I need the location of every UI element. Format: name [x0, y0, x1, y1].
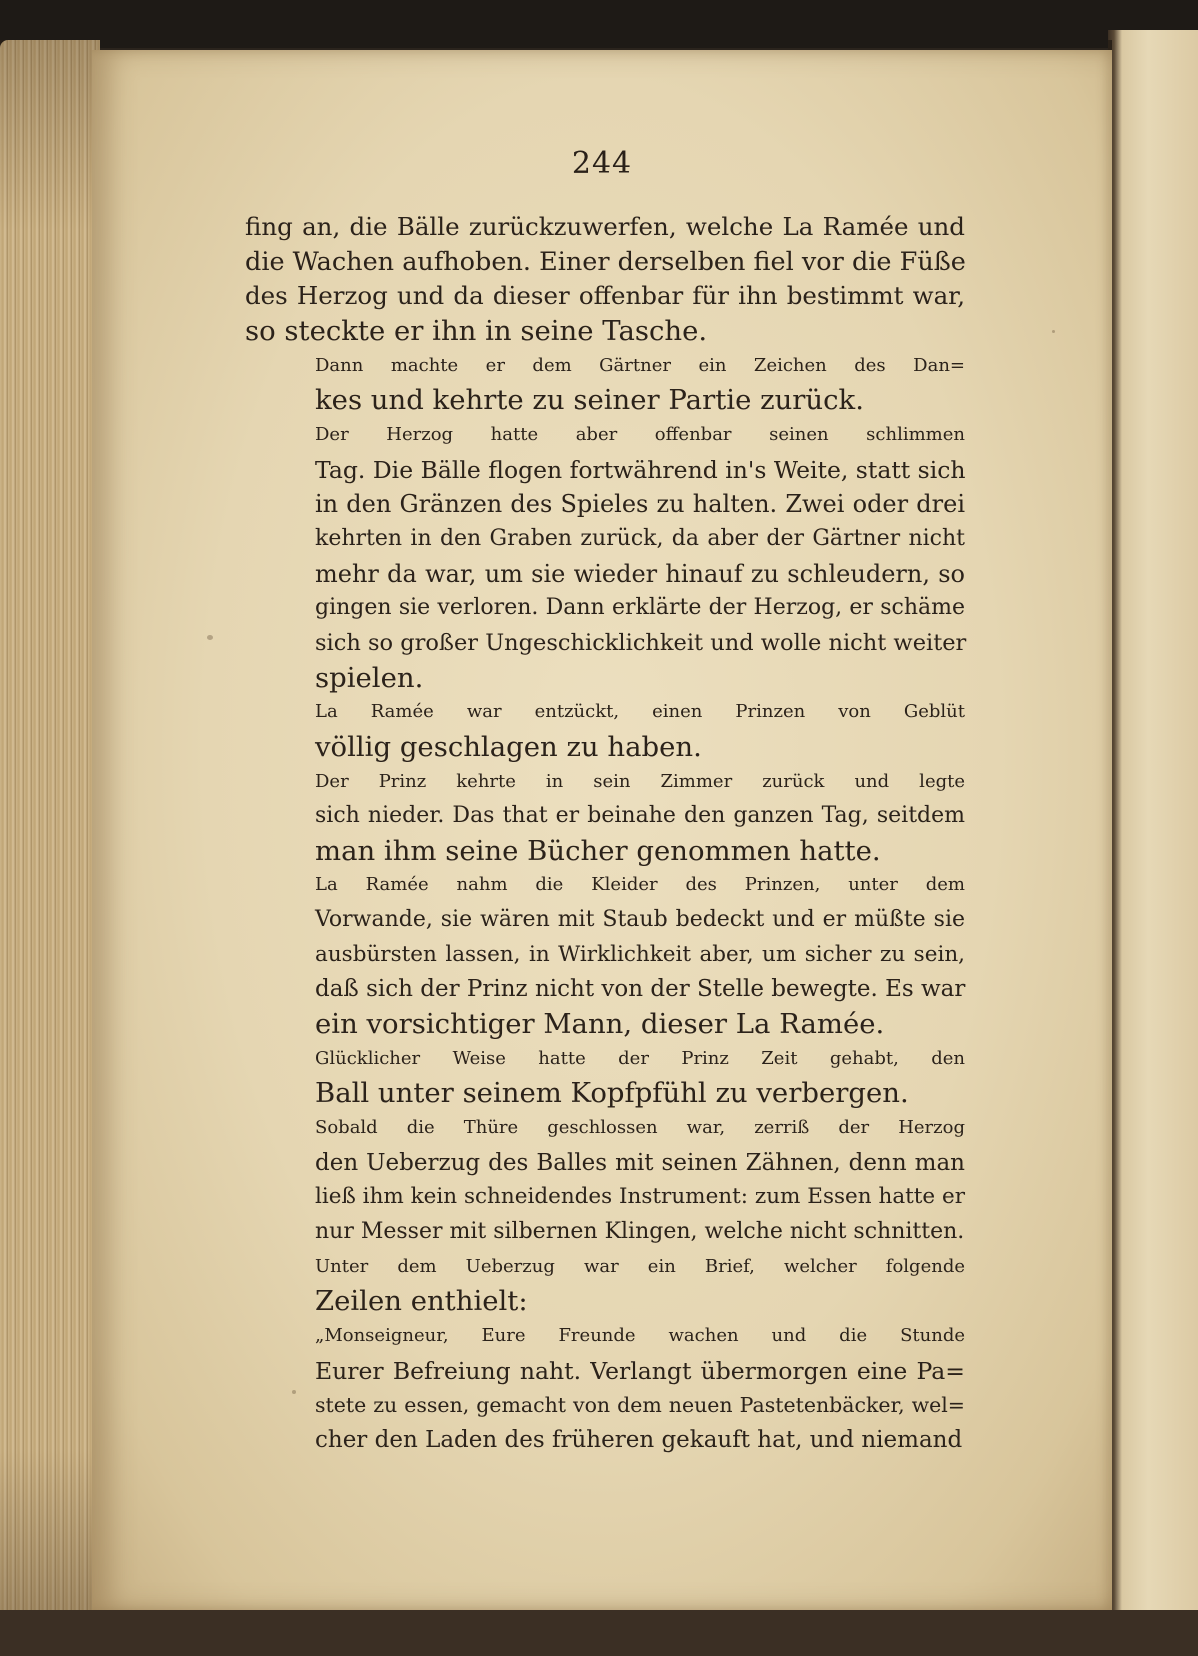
text-line: Unter dem Ueberzug war ein Brief, welcher folgende: [315, 1255, 965, 1277]
page-number: 244: [571, 146, 633, 181]
paper-spot: [1052, 330, 1055, 333]
paragraph: [245, 1111, 965, 1250]
paragraph: [245, 695, 965, 764]
text-line: Der Prinz kehrte in sein Zimmer zurück und legte: [315, 770, 965, 792]
paragraph: [245, 765, 965, 869]
text-line: Ball unter seinem Kopfpfühl zu verbergen.: [315, 1077, 909, 1110]
text-line: Der Herzog hatte aber offenbar seinen schlimmen: [315, 423, 965, 445]
paragraph: [245, 1319, 965, 1458]
text-line: ließ ihm kein schneidendes Instrument: zum Essen hatte er: [315, 1184, 965, 1210]
text-line: des Herzog und da dieser offenbar für ihn bestimmt war,: [245, 281, 965, 311]
text-line: „Monseigneur, Eure Freunde wachen und die Stunde: [315, 1325, 965, 1346]
paragraph: [245, 210, 965, 349]
text-line: Eurer Befreiung naht. Verlangt übermorgen eine Pa=: [315, 1356, 965, 1385]
text-line: ausbürsten lassen, in Wirklichkeit aber, um sicher zu sein,: [315, 941, 965, 967]
text-line: ein vorsichtiger Mann, dieser La Ramée.: [315, 1008, 885, 1041]
text-line: Vorwande, sie wären mit Staub bedeckt und er müßte sie: [315, 907, 965, 933]
text-line: Zeilen enthielt:: [315, 1285, 528, 1318]
text-line: völlig geschlagen zu haben.: [315, 730, 702, 763]
paragraph: [245, 1250, 965, 1319]
background-bottom: [0, 1610, 1198, 1656]
text-line: sich so großer Ungeschicklichkeit und wolle nicht weiter: [315, 629, 967, 656]
text-line: den Ueberzug des Balles mit seinen Zähnen, denn man: [315, 1149, 965, 1176]
paragraph: [245, 1042, 965, 1111]
text-line: die Wachen aufhoben. Einer derselben fiel vor die Füße: [245, 246, 966, 277]
text-line: fing an, die Bälle zurückzuwerfen, welche La Ramée und: [245, 212, 965, 241]
text-line: Dann machte er dem Gärtner ein Zeichen des Dan=: [315, 354, 965, 376]
paragraph: [245, 418, 965, 695]
text-line: cher den Laden des früheren gekauft hat, und niemand: [315, 1426, 963, 1453]
book-page: [92, 50, 1112, 1610]
paper-spot: [292, 1390, 296, 1394]
text-line: Tag. Die Bälle flogen fortwährend in's Weite, statt sich: [315, 455, 966, 484]
text-line: gingen sie verloren. Dann erklärte der Herzog, er schäme: [315, 595, 965, 621]
page-body-text: [245, 210, 965, 1458]
text-line: sich nieder. Das that er beinahe den ganzen Tag, seitdem: [315, 803, 965, 829]
text-line: kes und kehrte zu seiner Partie zurück.: [315, 384, 864, 417]
background-top: [0, 0, 1198, 48]
facing-page-gutter: [1108, 30, 1198, 1656]
page-edges: [0, 40, 100, 1640]
text-line: so steckte er ihn in seine Tasche.: [245, 314, 708, 347]
text-line: La Ramée nahm die Kleider des Prinzen, unter dem: [315, 874, 965, 896]
text-line: Sobald die Thüre geschlossen war, zerriß der Herzog: [315, 1117, 965, 1139]
text-line: mehr da war, um sie wieder hinauf zu schleudern, so: [315, 559, 965, 588]
text-line: La Ramée war entzückt, einen Prinzen von Geblüt: [315, 701, 965, 723]
text-line: man ihm seine Bücher genommen hatte.: [315, 834, 881, 867]
paragraph: [245, 868, 965, 1041]
text-line: daß sich der Prinz nicht von der Stelle bewegte. Es war: [315, 976, 966, 1003]
text-line: kehrten in den Graben zurück, da aber der Gärtner nicht: [315, 525, 965, 551]
text-line: spielen.: [315, 661, 424, 694]
text-line: nur Messer mit silbernen Klingen, welche nicht schnitten.: [315, 1219, 965, 1245]
text-line: stete zu essen, gemacht von dem neuen Pastetenbäcker, wel=: [315, 1393, 965, 1418]
paper-spot: [207, 635, 213, 640]
text-line: in den Gränzen des Spieles zu halten. Zwei oder drei: [315, 490, 965, 519]
text-line: Glücklicher Weise hatte der Prinz Zeit gehabt, den: [315, 1047, 965, 1069]
paragraph: [245, 349, 965, 418]
